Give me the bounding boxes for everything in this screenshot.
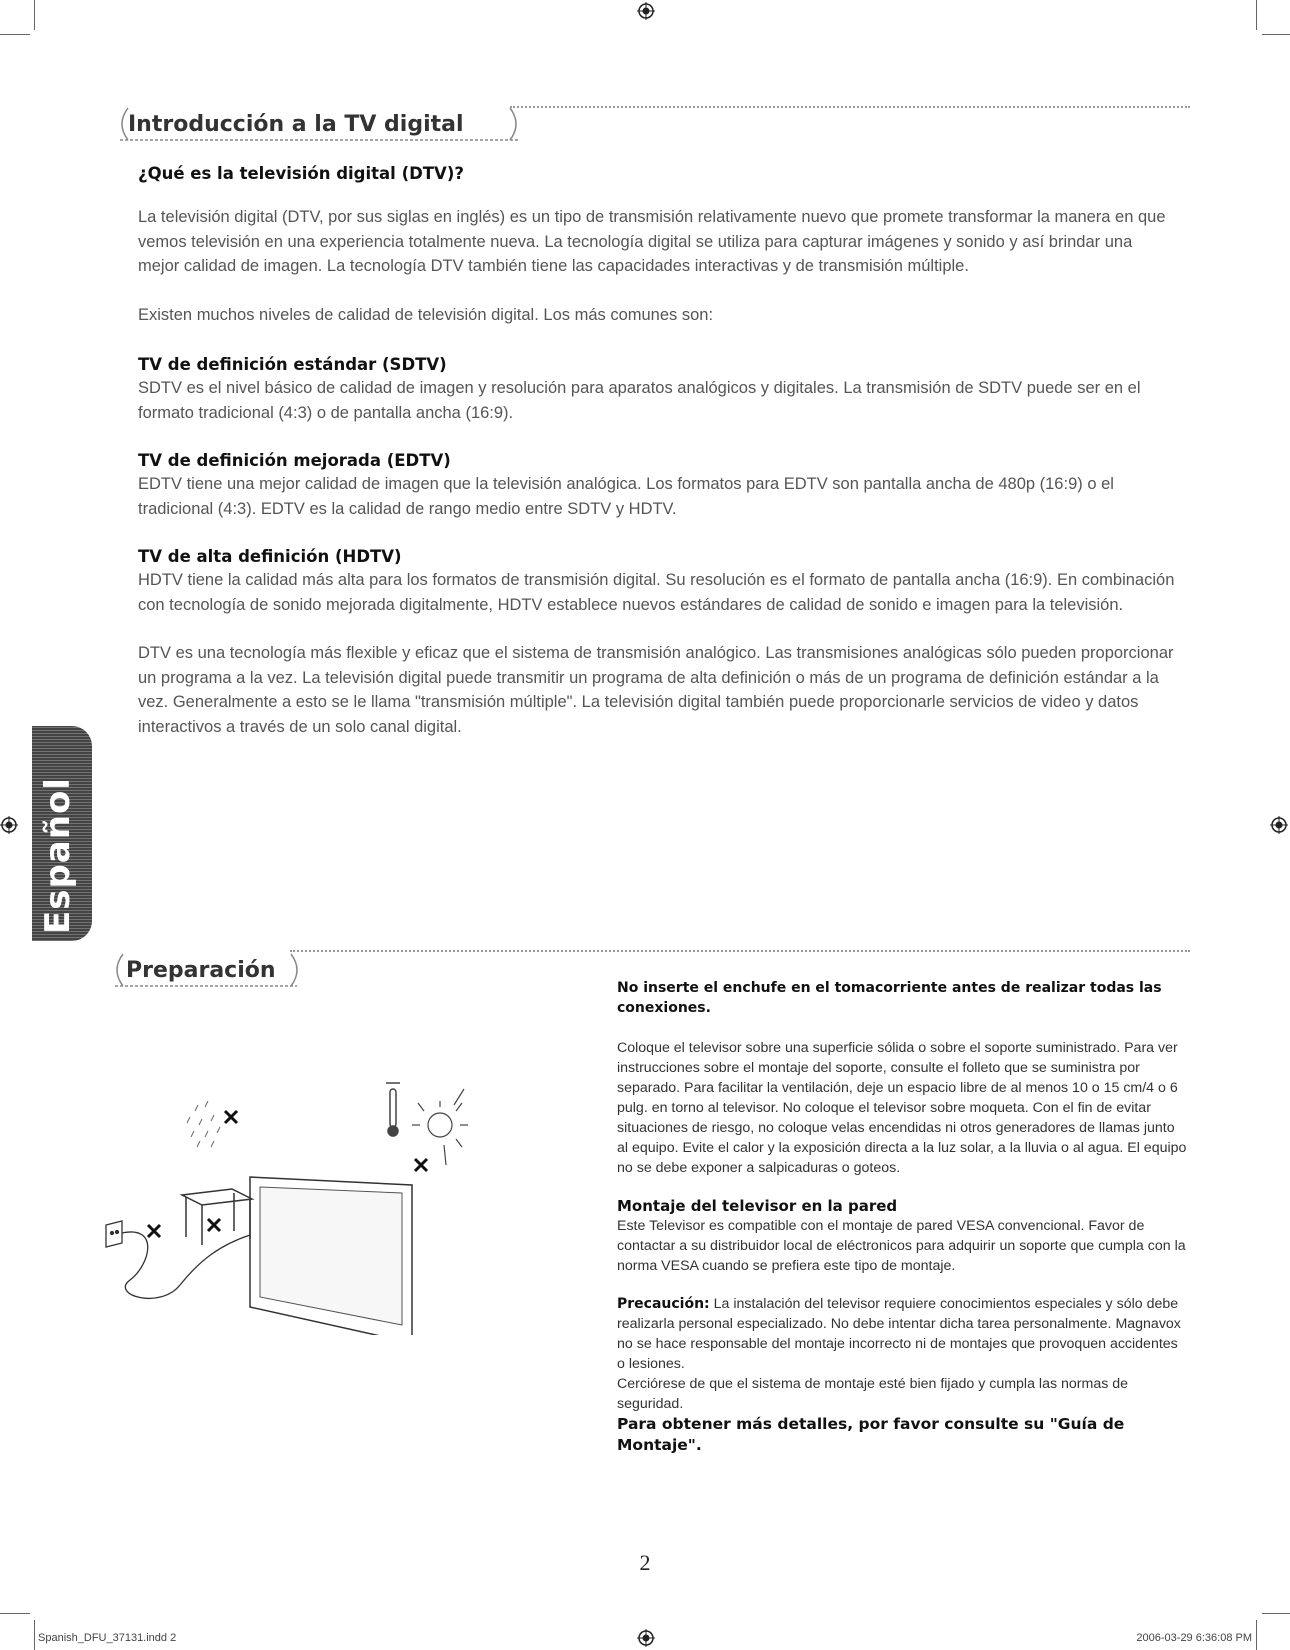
crop-mark [1262, 1613, 1290, 1614]
section-title: Introducción a la TV digital [128, 112, 464, 137]
levels-paragraph: Existen muchos niveles de calidad de televisión digital. Los más comunes son: [138, 305, 714, 324]
sdtv-heading: TV de definición estándar (SDTV) [138, 355, 447, 374]
question-heading: ¿Qué es la televisión digital (DTV)? [138, 164, 464, 183]
hdtv-text: HDTV tiene la calidad más alta para los formatos de transmisión digital. Su resolución es el formato de pantalla ancha (16:9). En combinación con tecnología de sonido mejorada digitalmente, HDTV establece nuevos estándares de calidad de sonido e imagen para la televisión. [138, 571, 1175, 614]
wall-mount-text: Este Televisor es compatible con el montaje de pared VESA convencional. Favor de contactar a su distribuidor local de eléctronicos para adquirir un soporte que cumpla con la norma VESA cuando se prefiera este tipo de montaje. [617, 1218, 1186, 1274]
crop-mark [34, 1620, 35, 1650]
crop-mark [1256, 1620, 1257, 1650]
power-cable [122, 1232, 250, 1298]
verify-paragraph: Cerciórese de que el sistema de montaje esté bien fijado y cumpla las normas de seguridad. [617, 1376, 1129, 1412]
registration-mark-icon [1270, 816, 1288, 834]
power-outlet-icon [106, 1221, 122, 1247]
section-intro-content [138, 164, 1178, 739]
section-title: Preparación [126, 958, 276, 983]
registration-mark-icon [0, 816, 18, 834]
cross-mark-icon [415, 1159, 427, 1171]
tv-placement-illustration [100, 1075, 520, 1335]
footer-timestamp: 2006-03-29 6:36:08 PM [1136, 1632, 1252, 1644]
registration-mark-icon [637, 2, 655, 20]
cross-mark-icon [225, 1111, 237, 1123]
crop-mark [0, 1613, 30, 1614]
crop-mark [1262, 34, 1290, 35]
placement-paragraph: Coloque el televisor sobre una superficie sólida o sobre el soporte suministrado. Para ver instrucciones sobre el montaje del soporte, consulte el folleto que se suministra por separado. Para facilitar la ventilación, deje un espacio libre de al menos 10 o 15 cm/4 o 6 pulg. en torno al televisor. No coloque el televisor sobre moqueta. Con el fin de evitar situaciones de riesgo, no coloque velas encendidas ni otros generadores de llamas junto al equipo. Evite el calor y la exposición directa a la luz solar, a la lluvia o al agua. El equipo no se debe exponer a salpicaduras o goteos. [617, 1040, 1187, 1176]
crop-mark [34, 0, 35, 30]
hdtv-heading: TV de alta definición (HDTV) [138, 547, 402, 566]
edtv-text: EDTV tiene una mejor calidad de imagen que la televisión analógica. Los formatos para EDTV son pantalla ancha de 480p (16:9) o el tradicional (4:3). EDTV es la calidad de rango medio entre SDTV y HDTV. [138, 475, 1114, 518]
sdtv-text: SDTV es el nivel básico de calidad de imagen y resolución para aparatos analógicos y digitales. La transmisión de SDTV puede ser en el formato tradicional (4:3) o de pantalla ancha (16:9). [138, 379, 1141, 422]
wall-mount-heading: Montaje del televisor en la pared [617, 1197, 898, 1215]
more-info-note: Para obtener más detalles, por favor consulte su "Guía de Montaje". [617, 1415, 1125, 1454]
caution-paragraph [617, 1294, 1187, 1374]
registration-mark-icon [637, 1629, 655, 1647]
caution-text: La instalación del televisor requiere conocimientos especiales y sólo debe realizarla personal especializado. No debe intentar dicha tarea personalmente. Magnavox no se hace responsable del montaje incorrecto ni de montajes que provoquen accidentes o lesiones. [617, 1296, 1181, 1372]
crop-mark [1256, 0, 1257, 30]
table-icon [182, 1189, 252, 1245]
sun-icon [412, 1089, 468, 1165]
caution-label: Precaución: [617, 1296, 710, 1312]
dtv-summary-paragraph: DTV es una tecnología más flexible y eficaz que el sistema de transmisión analógico. Las transmisiones analógicas sólo pueden proporcionar un programa a la vez. La televisión digital puede transmitir un programa de alta definición o más de un programa de definición estándar a la vez. Generalmente a esto se le llama "transmisión múltiple". La televisión digital también puede proporcionarle servicios de video y datos interactivos a través de un solo canal digital. [138, 644, 1174, 736]
cross-mark-icon [148, 1225, 160, 1237]
thermometer-icon [386, 1083, 400, 1136]
footer-filename: Spanish_DFU_37131.indd 2 [38, 1632, 177, 1644]
edtv-heading: TV de definición mejorada (EDTV) [138, 451, 451, 470]
language-tab-label: Español [38, 777, 78, 934]
plug-warning: No inserte el enchufe en el tomacorriente antes de realizar todas las conexiones. [617, 980, 1162, 1016]
section-divider [510, 106, 1190, 108]
intro-paragraph: La televisión digital (DTV, por sus siglas en inglés) es un tipo de transmisión relativamente nuevo que promete transformar la manera en que vemos televisión en una experiencia totalmente nueva. La tecnología digital se utiliza para capturar imágenes y sonido y así brindar una mejor calidad de imagen. La tecnología DTV también tiene las capacidades interactivas y de transmisión múltiple. [138, 208, 1166, 275]
tv-set-icon [250, 1177, 412, 1335]
crop-mark [0, 34, 30, 35]
rain-icon [187, 1101, 220, 1147]
section-divider [290, 950, 1190, 952]
page-number: 2 [639, 1550, 651, 1575]
preparation-content [617, 978, 1187, 1456]
cross-mark-icon [208, 1219, 220, 1231]
